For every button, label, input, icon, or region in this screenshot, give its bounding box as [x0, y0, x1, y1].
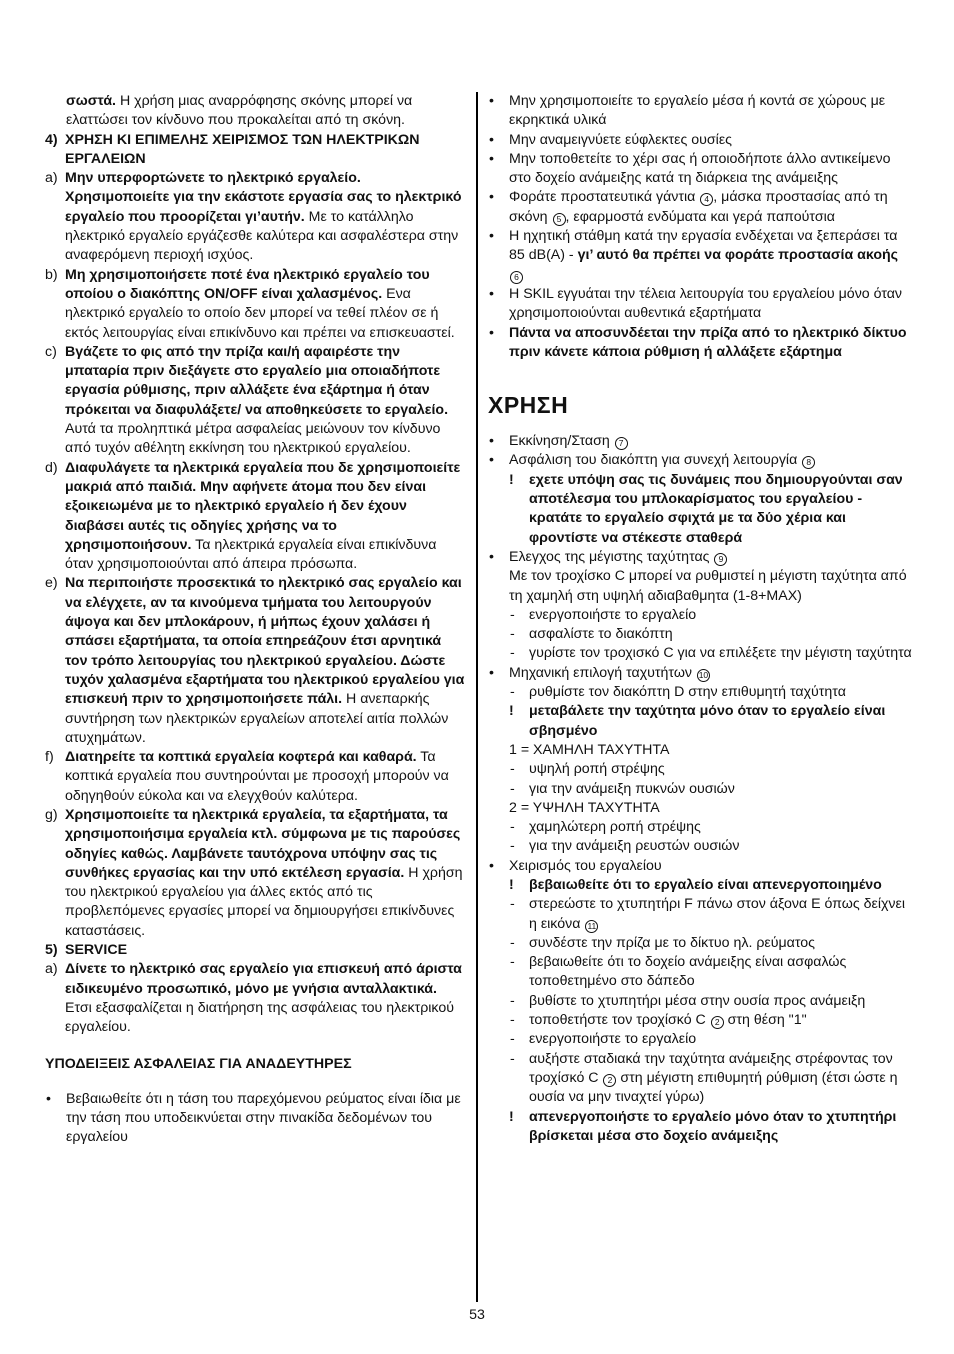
rule-4g: g) Χρησιμοποιείτε τα ηλεκτρικά εργαλεία, τα εξαρτήματα, τα χρησιμοποιήσιμα εργαλεία κτλ. σύμφωνα με τις παρούσες οδηγίες καθώς. Λαμβάνετε ταυτόχρονα υπόψην σας τις συνθήκες εργασίας και την υπό εκτέλεση εργασία. Η χρήση του ηλεκτρικού εργαλείου για άλλες εκτός από τις προβλεπόμενες εργασίες μπορεί να δημιουργήσει επικίνδυνες καταστάσεις. [45, 806, 463, 939]
safety-bullet-hands: • Μην τοποθετείτε το χέρι σας ή οποιοδήποτε άλλο αντικείμενο στο δοχείο ανάμειξης κατά τη διάρκεια της ανάμειξης [489, 150, 891, 187]
warning-blocking-forces: ! εχετε υπόψη σας τις δυνάμεις που δημιουργούνται σαν αποτέλεσμα του μπλοκαρίσματος του εργαλείου - κρατάτε το εργαλείο σφιχτά με τα δύο χέρια και φροντίστε να στέκεστε σταθερά [509, 471, 903, 546]
use-start-stop: • Εκκίνηση/Σταση 7 [488, 432, 913, 451]
rule-4d: d) Διαφυλάγετε τα ηλεκτρικά εργαλεία που δε χρησιμοποιείτε μακριά από παιδιά. Μην αφήνετε άτομα που δεν είναι εξοικειωμένα με το ηλεκτρικό εργαλείο ή δεν έχουν διαβάσει αυτές τις οδηγίες χρήσης να το χρησιμοποιήσουν. Τα ηλεκτρικά εργαλεία είναι επικίνδυνα όταν χρησιμοποιούνται από άπειρα πρόσωπα. [45, 459, 461, 573]
step-immerse-paddle: - βυθίστε το χτυπητήρι μέσα στην ουσία προς ανάμειξη [510, 992, 866, 1009]
section-4-heading: 4) ΧΡΗΣΗ ΚΙ ΕΠΙΜΕΛΗΣ ΧΕΙΡΙΣΜΟΣ ΤΩΝ ΗΛΕΚΤΡΙΚΩΝ ΕΡΓΑΛΕΙΩΝ [45, 131, 420, 167]
warning-switch-off-in-container: ! απενεργοποιήστε το εργαλείο μόνο όταν το χτυπητήρι βρίσκεται μέσα στο δοχείο ανάμειξης [509, 1108, 897, 1144]
use-operation: • Χειρισμός του εργαλείου [489, 857, 662, 874]
figure-ref-5: 5 [553, 213, 566, 226]
section-5-heading: 5) SERVICE [45, 942, 128, 959]
step-switch-on: - ενεργοποιήστε το εργαλείο [510, 606, 697, 623]
safety-bullet-gloves: • Φοράτε προστατευτικά γάντια 4 , μάσκα προστασίας από τη σκόνη 5 , εφαρμοστά ενδύματα και γερά παπούτσια [489, 189, 888, 225]
column-divider [476, 92, 478, 1302]
voltage-bullet: • Βεβαιωθείτε ότι η τάση του παρεχόμενου ρεύματος είναι ίδια με την τάση που υποδεικνύεται στην πινακίδα δεδομένων του εργαλείου [46, 1090, 461, 1146]
use-switch-lock: • Ασφάλιση του διακόπτη για συνεχή λειτουργία 8 [488, 451, 913, 470]
step-lock-switch: - ασφαλίστε το διακόπτη [510, 626, 673, 643]
step-secure-container: - βεβαιωθείτε ότι το δοχείο ανάμειξης είναι ασφαλώς τοποθετημένο στο δάπεδο [510, 954, 847, 990]
figure-ref-2: 2 [711, 1016, 724, 1029]
step-set-switch-d: - ρυθμίστε τον διακόπτη D στην επιθυμητή ταχύτητα [510, 684, 846, 701]
step-attach-paddle: - στερεώστε το χτυπητήρι F πάνω στον άξονα E όπως δείχνει η εικόνα 11 [510, 896, 905, 932]
warning-change-speed-off: ! μεταβάλετε την ταχύτητα μόνο όταν το εργαλείο είναι σβησμένο [509, 703, 886, 739]
gear-2-label: 2 = ΥΨΗΛΗ ΤΑΧΥΤΗΤΑ [509, 799, 660, 816]
left-column [45, 92, 465, 1148]
step-turn-wheel: - γυρίστε τον τροχισκό C για να επιλέξετε την μέγιστη ταχύτητα [510, 645, 912, 662]
use-max-speed-control: • Ελεγχος της μέγιστης ταχύτητας 9 [488, 548, 913, 567]
safety-bullet-flammable: • Μην αναμειγνύετε εύφλεκτες ουσίες [489, 131, 732, 148]
rule-4c: c) Βγάζετε το φις από την πρίζα και/ή αφαιρέστε την μπαταρία πριν διεξάγετε στο εργαλείο μια οποιαδήποτε εργασία ρύθμισης, πριν αλλάξετε ένα εξάρτημα ή όταν πρόκειται να διαφυλάξετε/ να αποθηκεύσετε το εργαλείο. Αυτά τα προληπτικά μέτρα ασφαλείας μειώνουν τον κίνδυνο από τυχόν αθέλητη εκκίνηση του ηλεκτρικού εργαλείου. [45, 343, 449, 457]
mixer-safety-heading: ΥΠΟΔΕΙΞΕΙΣ ΑΣΦΑΛΕΙΑΣ ΓΙΑ ΑΝΑΔΕΥΤΗΡΕΣ [45, 1055, 352, 1072]
rule-5a: a) Δίνετε το ηλεκτρικό σας εργαλείο για επισκευή από άριστα ειδικευμένο προσωπικό, μόνο με γνήσια ανταλλακτικά. Ετσι εξασφαλίζεται η διατήρηση της ασφάλειας του ηλεκτρικού εργαλείου. [45, 961, 462, 1036]
step-switch-on-2: - ενεργοποιήστε το εργαλείο [510, 1031, 697, 1048]
right-column [488, 92, 913, 1146]
gear-2-torque: - χαμηλώτερη ροπή στρέψης [510, 819, 701, 836]
figure-ref-10: 10 [698, 669, 709, 680]
max-speed-description: Με τον τροχίσκο C μπορεί να ρυθμιστεί η μέγιστη ταχύτητα από τη χαμηλή στη υψηλή αδιαβαθμητα (1-8+MAX) [509, 568, 907, 604]
gear-1-use: - για την ανάμειξη πυκνών ουσιών [510, 780, 735, 797]
step-plug-in: - συνδέστε την πρίζα με το δίκτυο ηλ. ρεύματος [510, 934, 815, 951]
use-gear-selection: • Μηχανική επιλογή ταχυτήτων 10 [489, 664, 709, 681]
rule-4a: a) Μην υπερφορτώνετε το ηλεκτρικό εργαλείο. Χρησιμοποιείτε για την εκάστοτε εργασία σας το ηλεκτρικό εργαλείο που προορίζεται γι’αυτήν. Με το κατάλληλο ηλεκτρικό εργαλείο εργάζεσθε καλύτερα και ασφαλέστερα στην αναφερόμενη περιοχή ισχύος. [45, 170, 462, 264]
safety-bullet-accessories: • Η SKIL εγγυάται την τέλεια λειτουργία του εργαλείου μόνο όταν χρησιμοποιούνται αυθεντικά εξαρτήματα [489, 285, 903, 322]
intro-paragraph: σωστά. Η χρήση μιας αναρρόφησης σκόνης μπορεί να ελαττώσει τον κίνδυνο που προκαλείται από τη σκόνη. [66, 93, 413, 129]
step-increase-speed: - αυξήστε σταδιακά την ταχύτητα ανάμειξης στρέφοντας τον τροχίσκό C 2 στη μέγιστη επιθυμητή ρύθμιση (έτσι ώστε η ουσία να μην τιναχτεί γύρω) [510, 1050, 898, 1106]
step-wheel-position-1: - τοποθετήστε τον τροχίσκό C 2 στη θέση "1" [510, 1012, 807, 1029]
figure-ref-6: 6 [510, 271, 523, 284]
safety-bullet-noise: • Η ηχητική στάθμη κατά την εργασία ενδέχεται να ξεπεράσει τα 85 dB(A) - γι’ αυτό θα πρέπει να φοράτε προστασία ακοής 6 [489, 228, 899, 282]
figure-ref-4: 4 [700, 193, 713, 206]
gear-1-label: 1 = ΧΑΜΗΛΗ ΤΑΧΥΤΗΤΑ [509, 741, 670, 758]
figure-ref-8: 8 [802, 456, 815, 469]
rule-4e: e) Να περιποιήστε προσεκτικά το ηλεκτρικό σας εργαλείο και να ελέγχετε, αν τα κινούμενα τμήματα του λειτουργούν άψογα και δεν μπλοκάρουν, ή μήπως έχουν χαλάσει ή σπάσει εξαρτήματα, τα οποία επηρεάζουν έτσι αρνητικά τον τρόπο λειτουργίας του ηλεκτρικού εργαλείου. Δώστε τυχόν χαλασμένα εξαρτήματα του ηλεκτρικού εργαλείου για επισκευή πριν το χρησιμοποιήσετε πάλι. Η ανεπαρκής συντήρηση των ηλεκτρικών εργαλείων αποτελεί αιτία πολλών ατυχημάτων. [45, 575, 465, 746]
page-number: 53 [469, 1307, 485, 1323]
safety-bullet-explosive: • Μην χρησιμοποιείτε το εργαλείο μέσα ή κοντά σε χώρους με εκρηκτικά υλικά [489, 93, 886, 129]
warning-tool-off: ! βεβαιωθείτε ότι το εργαλείο είναι απενεργοποιημένο [509, 876, 882, 893]
gear-2-use: - για την ανάμειξη ρευστών ουσιών [510, 838, 740, 855]
rule-4b: b) Μη χρησιμοποιήσετε ποτέ ένα ηλεκτρικό εργαλείο του οποίου ο διακόπτης ON/OFF είναι χαλασμένος. Ενα ηλεκτρικό εργαλείο το οποίο δεν μπορεί να τεθεί πλέον σε ή εκτός λειτουργίας είναι επικίνδυνο και πρέπει να επισκευαστεί. [45, 266, 455, 341]
figure-ref-11: 11 [585, 920, 598, 933]
figure-ref-2b: 2 [603, 1074, 616, 1087]
gear-1-torque: - υψηλή ροπή στρέψης [510, 761, 665, 778]
rule-4f: f) Διατηρείτε τα κοπτικά εργαλεία κοφτερά και καθαρά. Τα κοπτικά εργαλεία που συντηρούνται με προσοχή μπορούν να οδηγηθούν εύκολα και να ελεγχθούν καλύτερα. [45, 749, 449, 804]
figure-ref-9: 9 [714, 553, 727, 566]
safety-bullet-unplug: • Πάντα να αποσυνδέεται την πρίζα από το ηλεκτρικό δίκτυο πριν κάνετε κάποια ρύθμιση ή αλλάξετε εξάρτημα [489, 324, 907, 360]
figure-ref-7: 7 [615, 437, 628, 450]
use-section-title: ΧΡΗΣΗ [488, 392, 569, 419]
